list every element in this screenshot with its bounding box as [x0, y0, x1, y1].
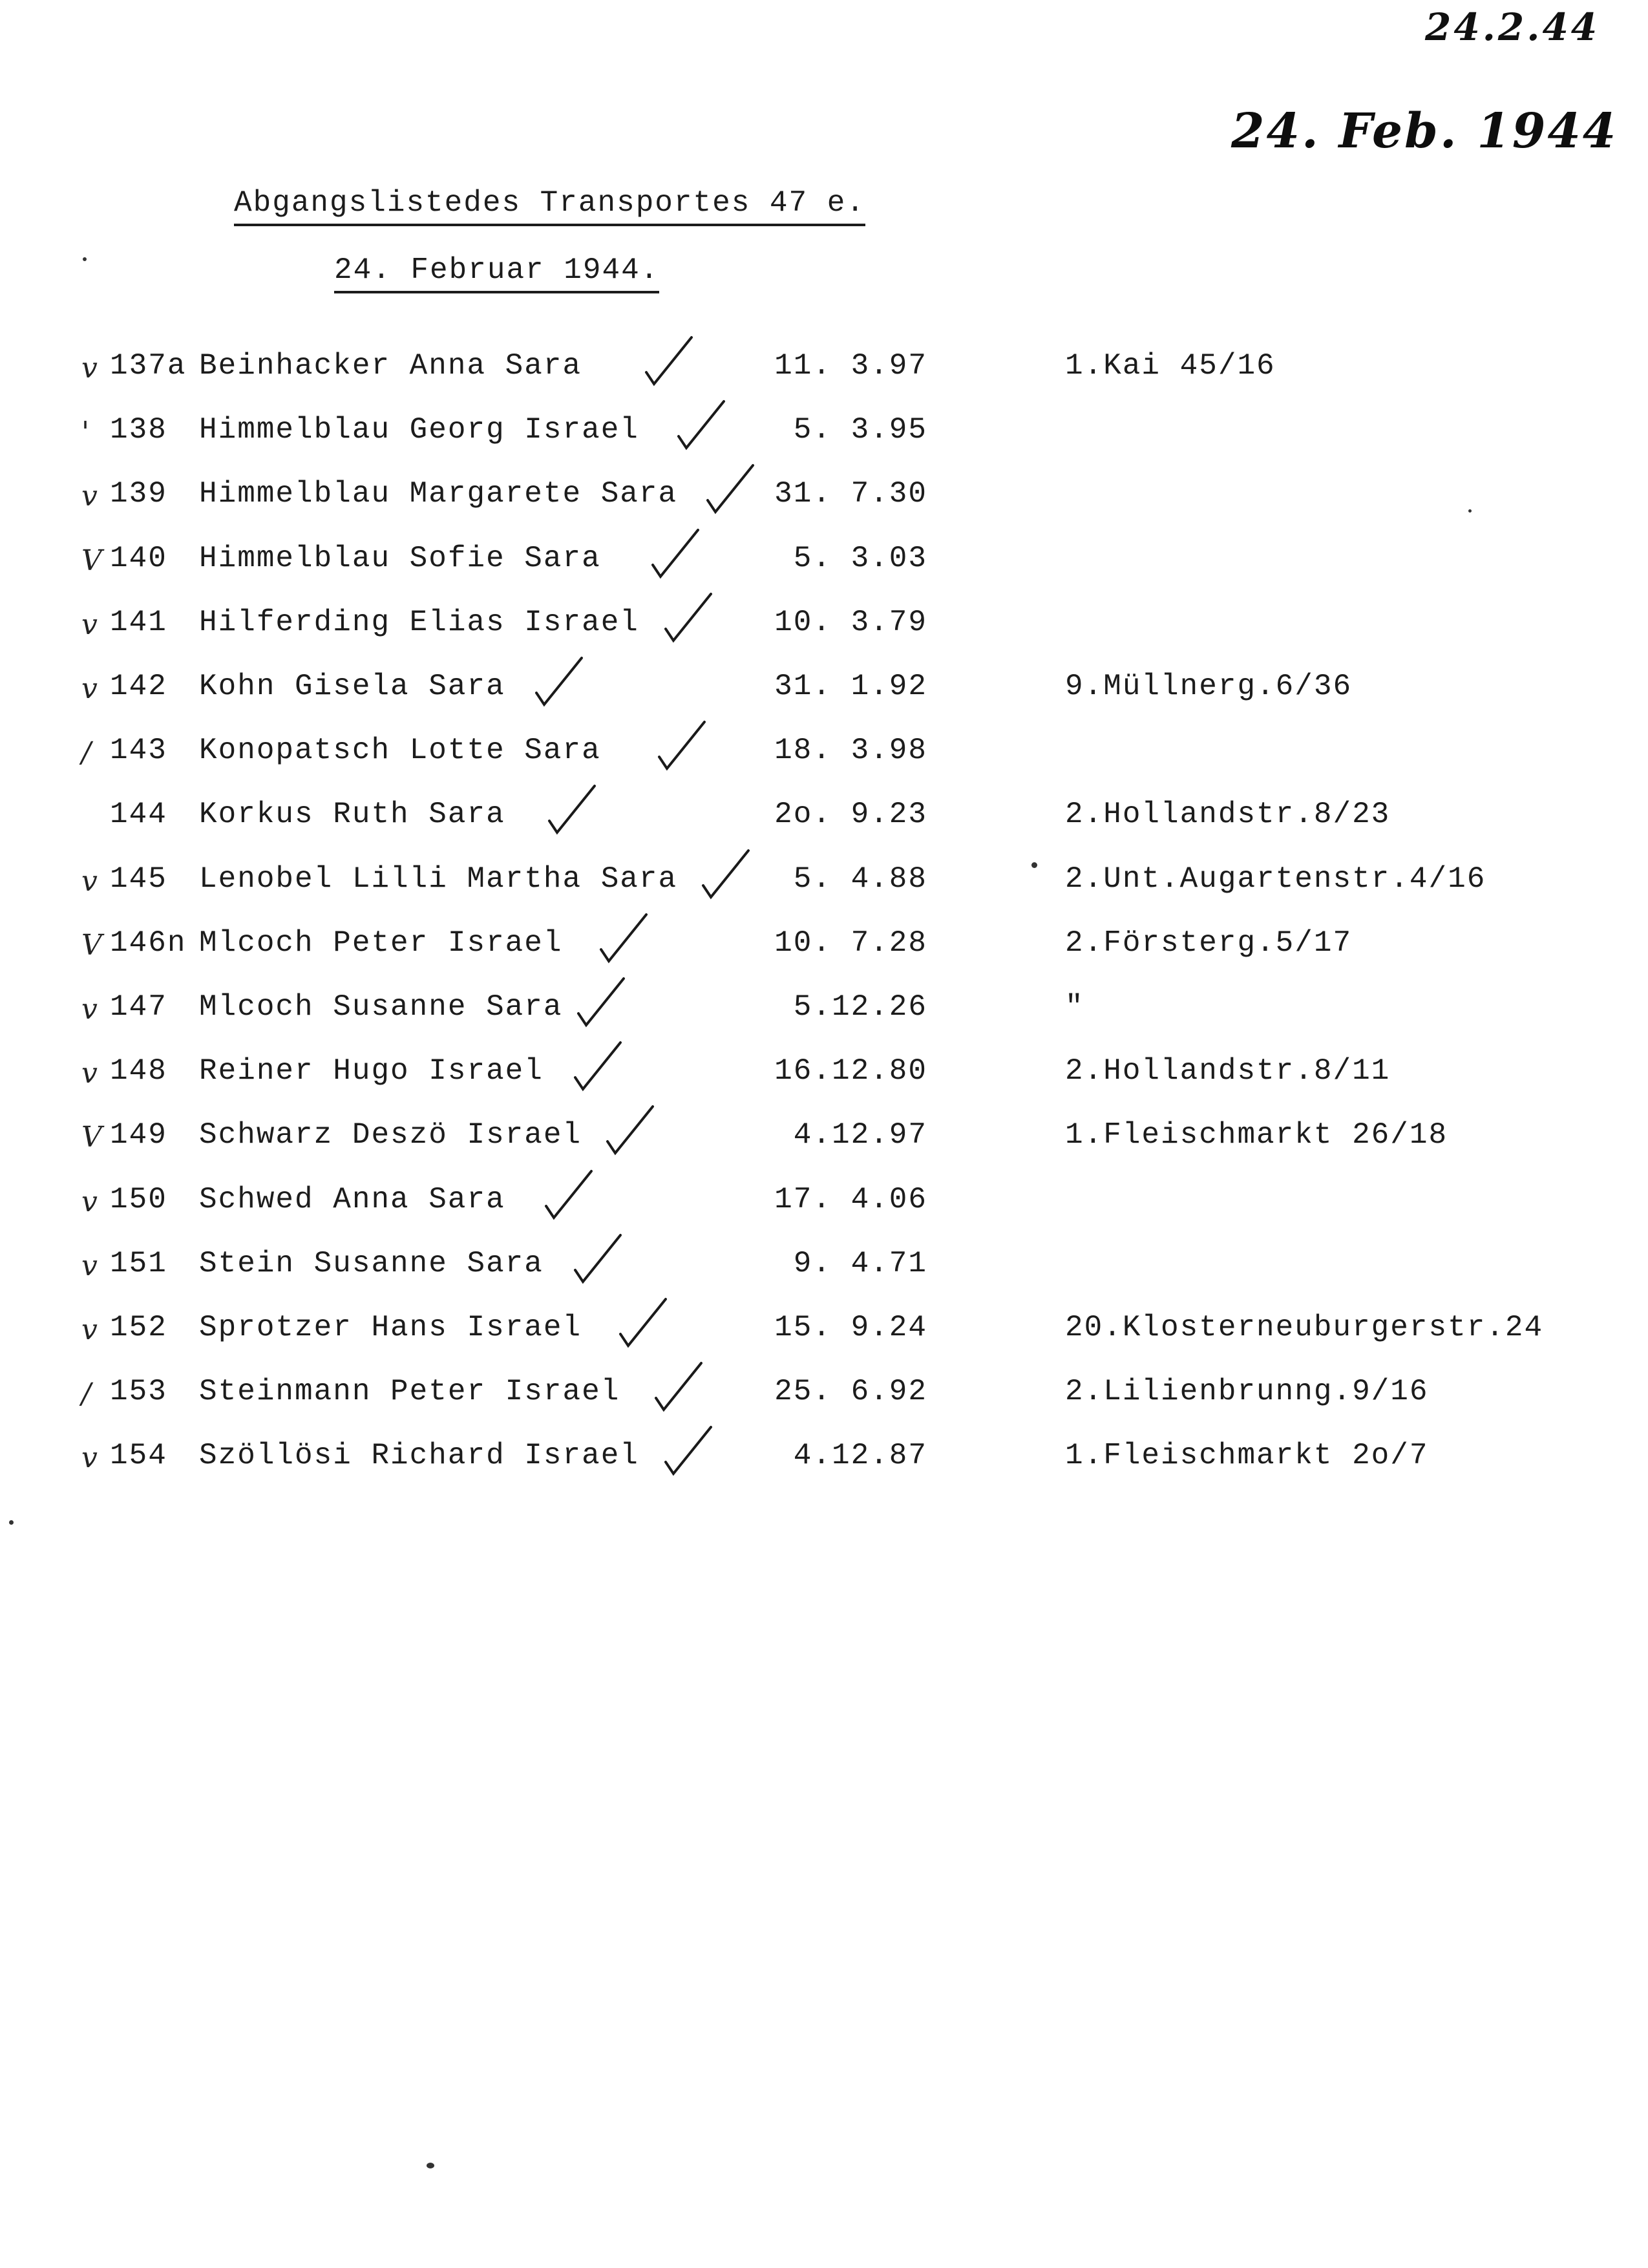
row-birth-date: 15. 9.24 [774, 1311, 927, 1344]
list-row [0, 477, 1648, 529]
checkmark-icon [640, 332, 698, 390]
row-address: 1.Fleischmarkt 2o/7 [1065, 1439, 1429, 1473]
row-birth-date: 5. 4.88 [793, 862, 927, 896]
checkmark-icon [653, 717, 711, 775]
row-birth-date: 18. 3.98 [774, 734, 927, 768]
checkmark-icon [659, 589, 717, 647]
list-row [0, 1439, 1648, 1490]
row-person-name: Steinmann Peter Israel [199, 1375, 620, 1409]
row-birth-date: 2o. 9.23 [774, 798, 927, 832]
paper-speck [83, 257, 87, 261]
handwritten-date: 24.2.44 [1425, 5, 1600, 49]
checkmark-icon [530, 653, 588, 711]
row-birth-date: 31. 1.92 [774, 670, 927, 703]
row-number: 137a [110, 349, 187, 383]
row-person-name: Schwed Anna Sara [199, 1182, 505, 1216]
row-person-name: Hilferding Elias Israel [199, 605, 639, 639]
row-birth-date: 5.12.26 [793, 990, 927, 1024]
paper-speck [427, 2163, 434, 2168]
checkmark-icon [572, 973, 630, 1032]
date-stamp: 24. Feb. 1944 [1231, 103, 1618, 159]
document-date: 24. Februar 1944. [334, 253, 659, 293]
checkmark-icon [614, 1294, 672, 1352]
row-person-name: Stein Susanne Sara [199, 1246, 544, 1280]
row-address: 9.Müllnerg.6/36 [1065, 670, 1353, 703]
checkmark-icon [595, 909, 653, 968]
row-person-name: Himmelblau Margarete Sara [199, 477, 678, 511]
row-number: 142 [110, 670, 167, 703]
row-address: 2.Hollandstr.8/11 [1065, 1054, 1391, 1088]
row-person-name: Himmelblau Georg Israel [199, 413, 639, 447]
row-address: 1.Fleischmarkt 26/18 [1065, 1118, 1448, 1152]
row-number: 145 [110, 862, 167, 896]
row-tick-mark: v [81, 1441, 99, 1475]
row-number: 153 [110, 1375, 167, 1409]
list-row [0, 1311, 1648, 1362]
row-number: 138 [110, 413, 167, 447]
list-row [0, 926, 1648, 978]
row-tick-mark: v [81, 1185, 99, 1218]
list-row [0, 670, 1648, 721]
paper-speck [1468, 509, 1472, 513]
row-person-name: Lenobel Lilli Martha Sara [199, 862, 678, 896]
row-address: " [1065, 990, 1084, 1024]
paper-speck [1031, 862, 1037, 868]
row-birth-date: 5. 3.95 [793, 413, 927, 447]
row-tick-mark: v [81, 993, 99, 1026]
paper-speck [9, 1520, 14, 1525]
row-address: 20.Klosterneuburgerstr.24 [1065, 1311, 1544, 1344]
row-tick-mark: v [81, 864, 99, 898]
list-row [0, 1247, 1648, 1298]
row-number: 154 [110, 1439, 167, 1473]
row-person-name: Konopatsch Lotte Sara [199, 734, 601, 768]
row-birth-date: 4.12.97 [793, 1118, 927, 1152]
list-row [0, 1183, 1648, 1235]
checkmark-icon [650, 1358, 708, 1416]
row-tick-mark: V [81, 1121, 103, 1154]
checkmark-icon [646, 525, 704, 583]
row-person-name: Beinhacker Anna Sara [199, 349, 582, 383]
row-number: 148 [110, 1054, 167, 1088]
row-tick-mark: v [81, 1249, 99, 1282]
row-number: 151 [110, 1246, 167, 1280]
row-number: 143 [110, 734, 167, 768]
list-row [0, 990, 1648, 1042]
list-row [0, 1118, 1648, 1170]
row-person-name: Sprotzer Hans Israel [199, 1311, 582, 1344]
checkmark-icon [540, 1166, 598, 1224]
row-person-name: Himmelblau Sofie Sara [199, 541, 601, 575]
row-person-name: Korkus Ruth Sara [199, 798, 505, 832]
row-birth-date: 5. 3.03 [793, 541, 927, 575]
document-title: Abgangslistedes Transportes 47 e. [234, 186, 865, 226]
row-person-name: Szöllösi Richard Israel [199, 1439, 639, 1473]
list-row [0, 798, 1648, 849]
row-tick-mark: v [81, 352, 99, 385]
row-person-name: Mlcoch Susanne Sara [199, 990, 563, 1024]
row-birth-date: 16.12.80 [774, 1054, 927, 1088]
row-address: 2.Unt.Augartenstr.4/16 [1065, 862, 1486, 896]
row-address: 2.Försterg.5/17 [1065, 926, 1353, 960]
row-birth-date: 10. 7.28 [774, 926, 927, 960]
list-row [0, 606, 1648, 657]
row-tick-mark: v [81, 1313, 99, 1346]
row-number: 141 [110, 605, 167, 639]
list-row [0, 862, 1648, 914]
row-tick-mark: / [81, 1377, 92, 1411]
row-person-name: Kohn Gisela Sara [199, 670, 505, 703]
list-row [0, 349, 1648, 401]
row-number: 149 [110, 1118, 167, 1152]
row-number: 147 [110, 990, 167, 1024]
list-row [0, 1054, 1648, 1106]
row-address: 2.Lilienbrunng.9/16 [1065, 1375, 1429, 1409]
row-tick-mark: / [81, 736, 92, 770]
row-number: 139 [110, 477, 167, 511]
row-number: 146n [110, 926, 187, 960]
row-birth-date: 17. 4.06 [774, 1182, 927, 1216]
checkmark-icon [701, 460, 759, 518]
row-person-name: Mlcoch Peter Israel [199, 926, 563, 960]
row-tick-mark: v [81, 1057, 99, 1090]
row-number: 140 [110, 541, 167, 575]
list-row [0, 542, 1648, 593]
row-person-name: Schwarz Deszö Israel [199, 1118, 582, 1152]
row-birth-date: 31. 7.30 [774, 477, 927, 511]
row-birth-date: 25. 6.92 [774, 1375, 927, 1409]
row-tick-mark: v [81, 672, 99, 705]
list-row [0, 734, 1648, 785]
checkmark-icon [659, 1422, 717, 1480]
row-number: 152 [110, 1311, 167, 1344]
row-tick-mark: V [81, 928, 103, 962]
row-birth-date: 11. 3.97 [774, 349, 927, 383]
checkmark-icon [569, 1230, 627, 1288]
checkmark-icon [697, 845, 755, 904]
list-row [0, 413, 1648, 465]
checkmark-icon [601, 1101, 659, 1160]
checkmark-icon [672, 396, 730, 454]
row-address: 1.Kai 45/16 [1065, 349, 1276, 383]
row-person-name: Reiner Hugo Israel [199, 1054, 544, 1088]
row-birth-date: 4.12.87 [793, 1439, 927, 1473]
row-tick-mark: v [81, 608, 99, 641]
row-number: 144 [110, 798, 167, 832]
row-birth-date: 10. 3.79 [774, 605, 927, 639]
row-tick-mark: ' [81, 416, 91, 449]
row-address: 2.Hollandstr.8/23 [1065, 798, 1391, 832]
checkmark-icon [569, 1037, 627, 1096]
list-row [0, 1375, 1648, 1426]
checkmark-icon [543, 781, 601, 839]
row-tick-mark: v [81, 480, 99, 513]
row-number: 150 [110, 1182, 167, 1216]
row-birth-date: 9. 4.71 [793, 1246, 927, 1280]
row-tick-mark: V [81, 544, 103, 577]
